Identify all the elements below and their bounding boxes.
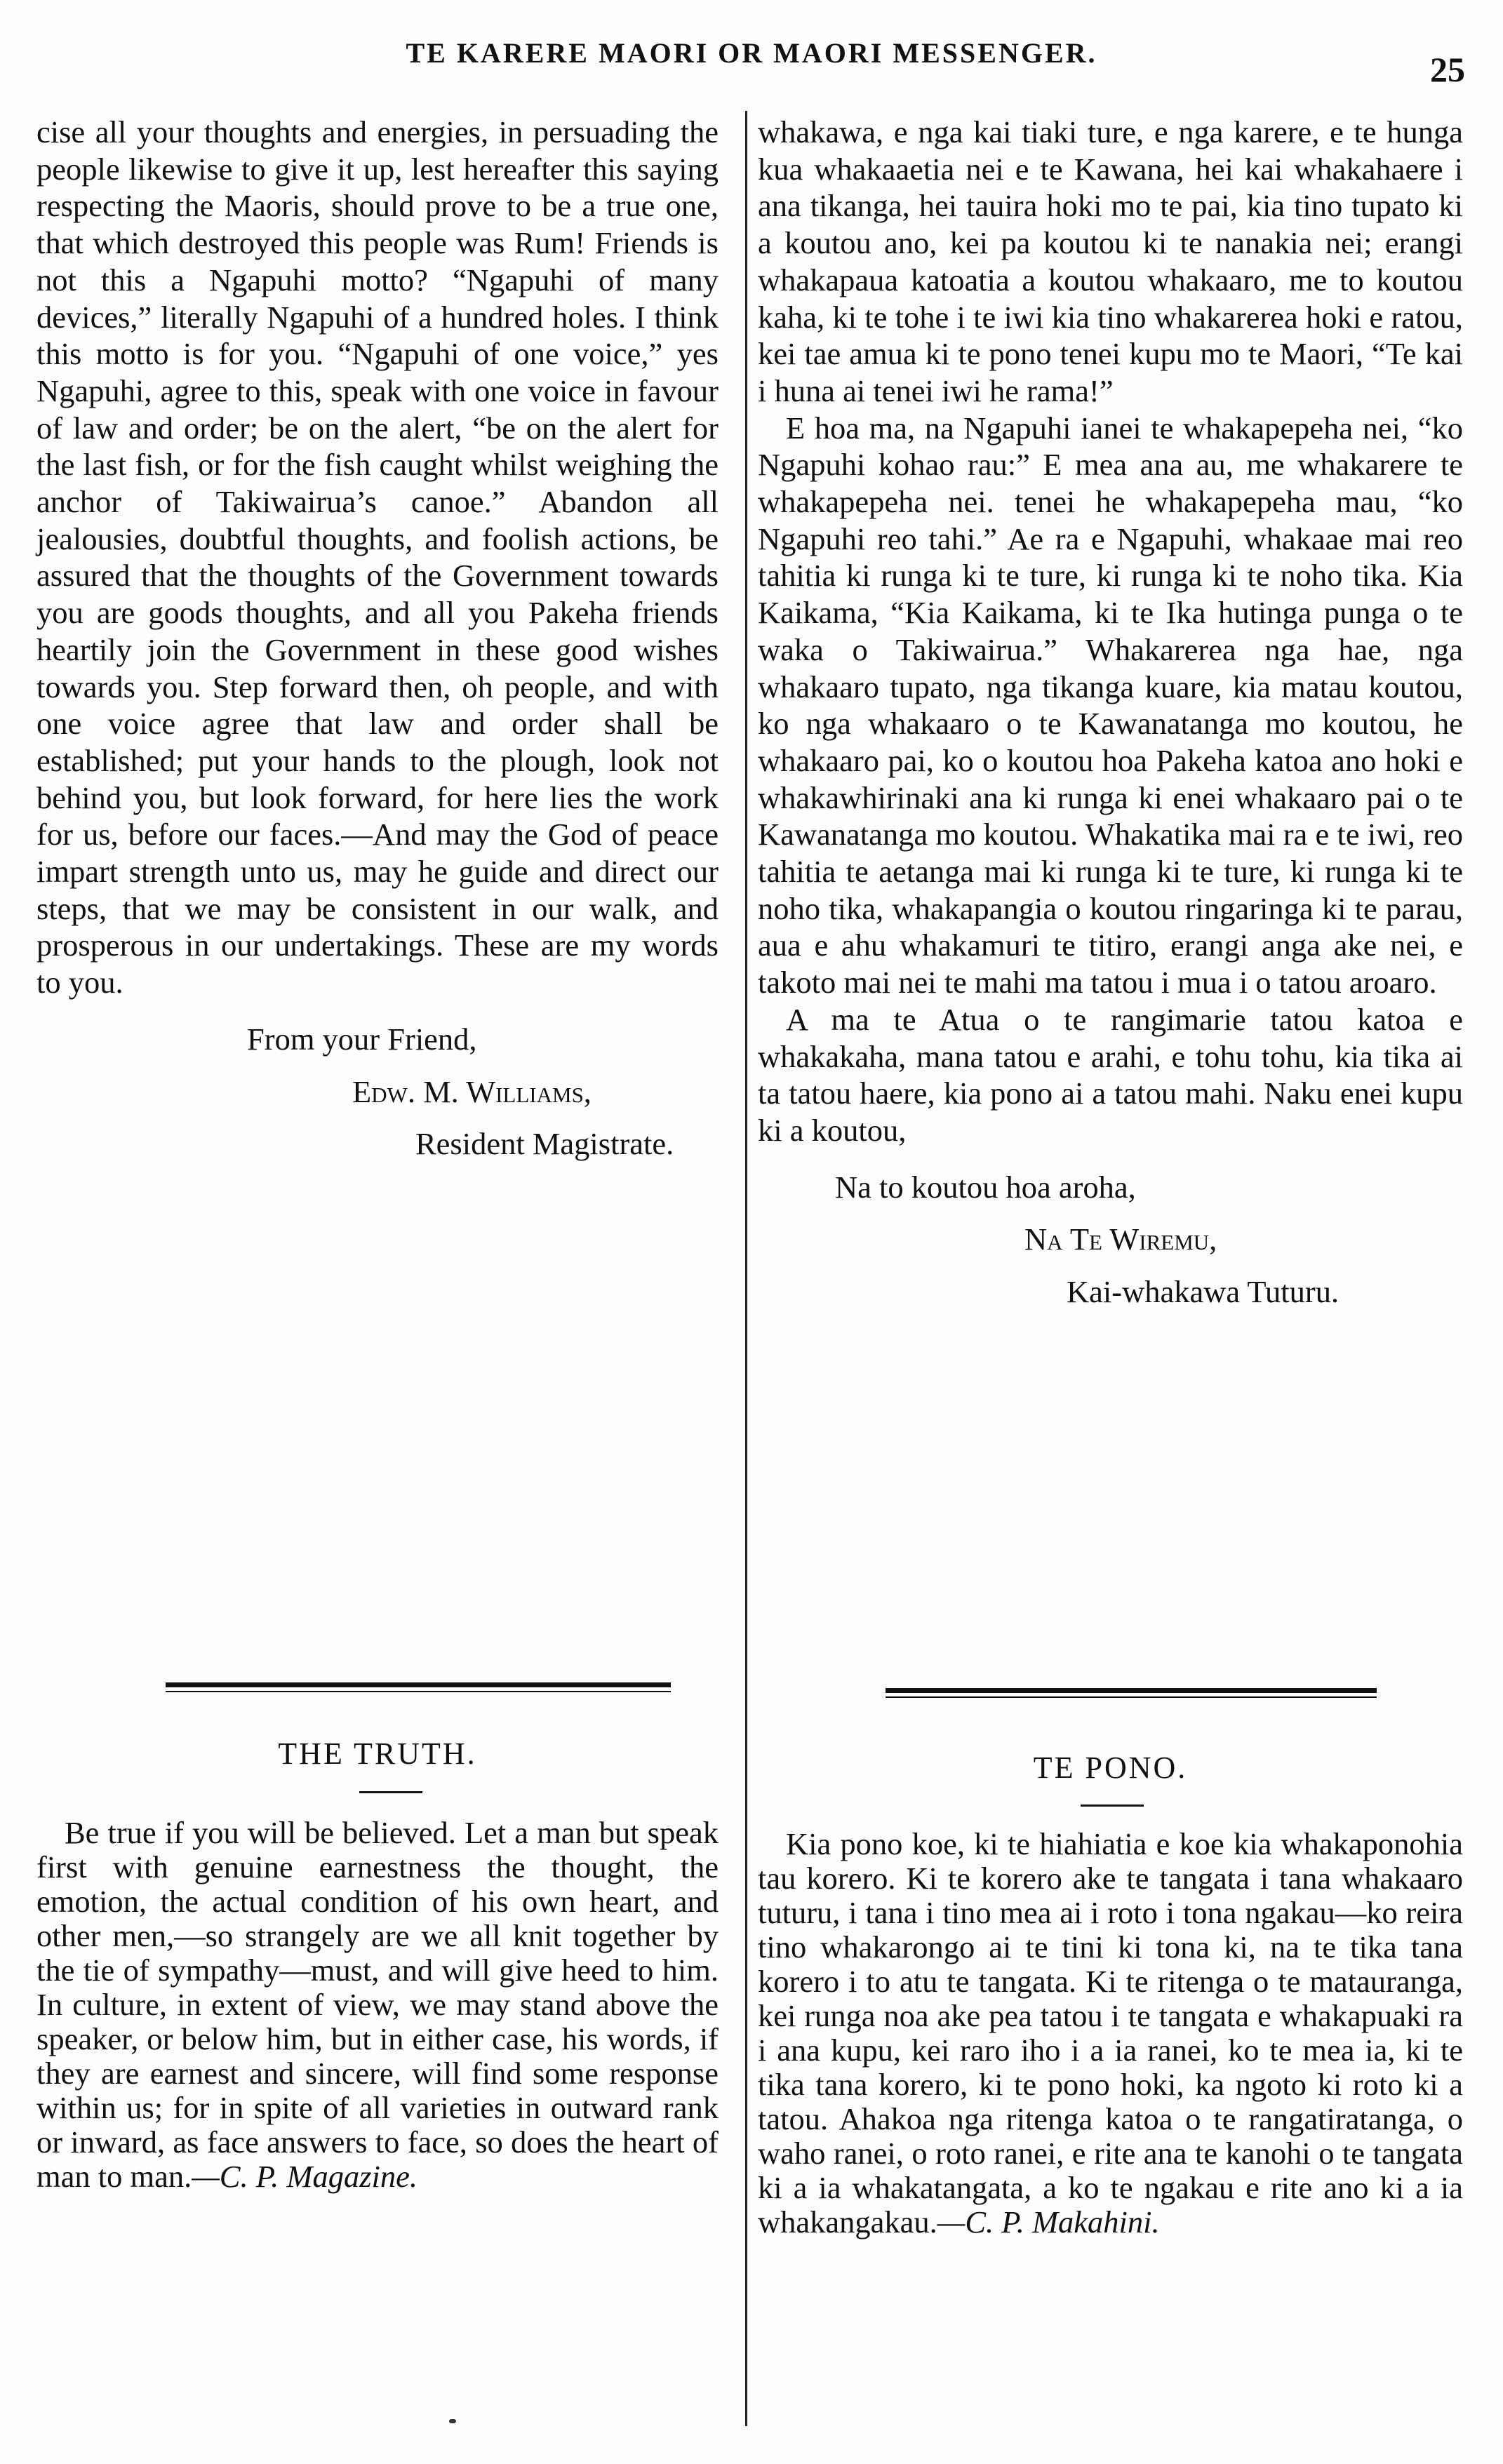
title-underline-right [1081, 1805, 1144, 1807]
page-number: 25 [1430, 50, 1465, 89]
maori-signoff: Na to koutou hoa aroha, [835, 1169, 1136, 1205]
maori-signatory: Na Te Wiremu, [1024, 1221, 1217, 1257]
maori-letter-body [758, 114, 1463, 1149]
english-signatory-title: Resident Magistrate. [415, 1126, 674, 1162]
english-letter-text: cise all your thoughts and energies, in persuading the people likewise to give it up, lest hereafter this saying respecting the Maoris, should prove to be a true one, that which destroyed this people was Rum! Friends is not this a Ngapuhi motto? “Ngapuhi of many devices,” literally Ngapuhi of a hundred holes. I think this motto is for you. “Ngapuhi of one voice,” yes Ngapuhi, agree to this, speak with one voice in favour of law and order; be on the alert, “be on the alert for the last fish, or for the fish caught whilst weighing the anchor of Takiwairua’s canoe.” Abandon all jealousies, doubtful thoughts, and foolish actions, be assured that the thoughts of the Government towards you are goods thoughts, and all you Pakeha friends heartily join the Government in these good wishes towards you. Step forward then, oh people, and with one voice agree that law and order shall be established; put your hands to the plough, look not behind you, but look forward, for here lies the work for us, before our faces.—And may the God of peace impart strength unto us, may he guide and direct our steps, that we may be consistent in our walk, and prosperous in our undertakings. These are my words to you. [36, 114, 719, 1000]
english-signatory: Edw. M. Williams, [352, 1073, 592, 1109]
left-separator-thin [166, 1691, 671, 1692]
maori-letter-text-1: whakawa, e nga kai tiaki ture, e nga karere, e te hunga kua whakaaetia nei e te Kawana, hei kai whakahaere i ana tikanga, hei tauira hoki mo te pai, kia tino tupato ki a koutou ano, kei pa koutou ki te nanakia nei; erangi whakapaua katoatia a koutou whakaaro, me to koutou kaha, ki te tohe i te iwi kia tino whakarerea hoki e ratou, kei tae amua ki te pono tenei kupu mo te Maori, “Te kai i huna ai tenei iwi he rama!” [758, 114, 1463, 408]
right-separator-heavy [886, 1688, 1377, 1693]
running-title: TE KARERE MAORI OR MAORI MESSENGER. [406, 37, 1097, 69]
english-letter [36, 114, 719, 1163]
maori-letter-text-3: A ma te Atua o te rangimarie tatou katoa e whakakaha, mana tatou e arahi, e tohu tohu, kia tika ai ta tatou haere, kia pono ai a tatou mahi. Naku enei kupu ki a koutou, [758, 1001, 1463, 1148]
english-signoff: From your Friend, [247, 1021, 477, 1057]
maori-signatory-title: Kai-whakawa Tuturu. [1067, 1274, 1340, 1310]
article-title-english: THE TRUTH. [278, 1736, 477, 1771]
article-title-maori: TE PONO. [1033, 1750, 1188, 1785]
title-underline-left [359, 1791, 422, 1793]
maori-article [758, 1827, 1463, 2239]
ink-smudge [449, 2419, 456, 2423]
maori-article-source: —C. P. Makahini. [937, 2204, 1160, 2239]
maori-article-body: Kia pono koe, ki te hiahiatia e koe kia whakaponohia tau korero. Ki te korero ake te tangata i tana whakaaro tuturu, i tana i tino mea ai i roto i tona ngakau—ko reira tino whakarongo ai te tini ki tona ki, na te tika tana korero i to atu te tangata. Ki te ritenga o te matauranga, kei runga noa ake pea tatou i te tangata e whakapuaki ra i ana kupu, kei raro iho i a ia ranei, ko te mea ia, ki te tika tana korero, ki te pono hoki, ka ngoto ki roto ki a tatou. Ahakoa nga ritenga katoa o te rangatiratanga, o waho ranei, o roto ranei, e rite ana te kanohi o te tangata ki a ia whakatangata, a ko te ngakau e rite ano ki a ia whakangakau. [758, 1826, 1463, 2239]
right-separator-thin [886, 1696, 1377, 1698]
column-divider [745, 111, 747, 2426]
english-letter-body [36, 114, 719, 1001]
maori-letter [758, 114, 1463, 1311]
english-article-source: —C. P. Magazine. [192, 2159, 418, 2194]
maori-letter-text-2: E hoa ma, na Ngapuhi ianei te whakapepeha nei, “ko Ngapuhi kohao rau:” E mea ana au, me whakarere te whakapepeha nei. tenei he whakapepeha mau, “ko Ngapuhi reo tahi.” Ae ra e Ngapuhi, whakaae mai reo tahitia ki runga ki te ture, ki runga ki te noho tika. Kia Kaikama, “Kia Kaikama, ki te Ika hutinga punga o te waka o Takiwairua.” Whakarerea nga hae, nga whakaaro tupato, nga tikanga kuare, kia matau koutou, ko nga whakaaro o te Kawanatanga mo koutou, he whakaaro pai, ko o koutou hoa Pakeha katoa ano hoki e whakawhirinaki ana ki runga ki enei whakaaro pai o te Kawanatanga mo koutou. Whakatika mai ra e te iwi, reo tahitia te aetanga mai ki runga ki te ture, ki runga ki te noho tika, whakapangia o koutou ringaringa ki te parau, aua e ahu whakamuri te titiro, erangi anga ake nei, e takoto mai nei te mahi ma tatou i mua i o tatou aroaro. [758, 410, 1463, 1000]
english-article [36, 1816, 719, 2194]
left-separator-heavy [166, 1682, 671, 1687]
english-article-body: Be true if you will be believed. Let a man but speak first with genuine earnestness the thought, the emotion, the actual condition of his own heart, and other men,—so strangely are we all knit together by the tie of sympathy—must, and will give heed to him. In culture, in extent of view, we may stand above the speaker, or below him, but in either case, his words, if they are earnest and sincere, will find some response within us; for in spite of all varieties in outward rank or inward, as face answers to face, so does the heart of man to man. [36, 1815, 719, 2194]
